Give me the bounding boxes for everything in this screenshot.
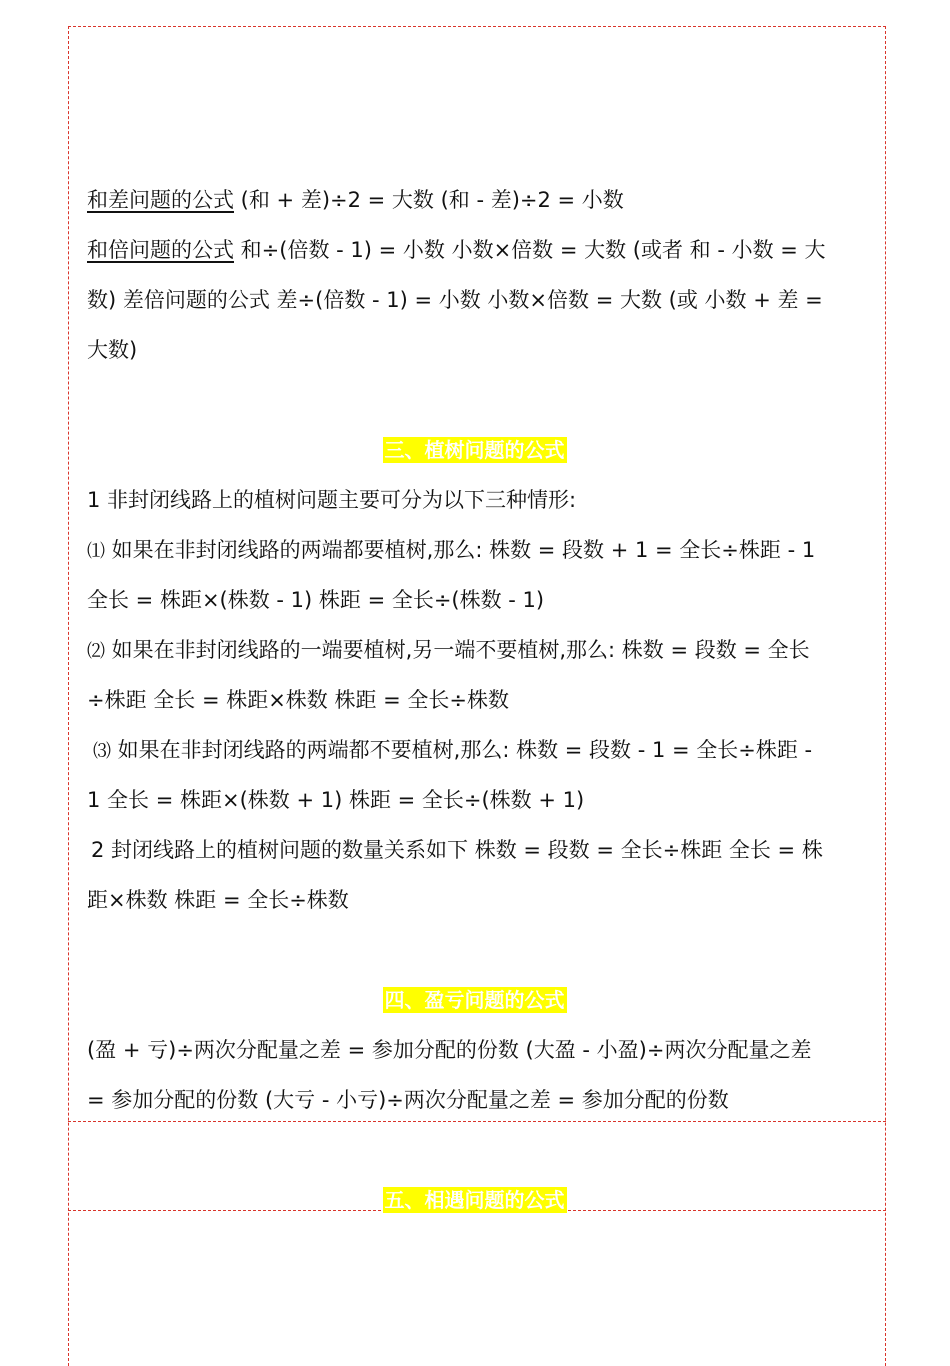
case3-marker: ⑶ — [93, 741, 111, 762]
case3-text: 如果在非封闭线路的两端都不要植树,那么: 株数 = 段数 - 1 = 全长÷株距 - — [111, 738, 813, 762]
meeting-heading-wrap — [87, 1175, 862, 1225]
sum-multiple-formula-text: 和÷(倍数 - 1) = 小数 小数×倍数 = 大数 (或者 和 - 小数 = 大 — [234, 238, 826, 262]
document-content — [87, 175, 862, 1225]
tree-closed-line1: 2 封闭线路上的植树问题的数量关系如下 株数 = 段数 = 全长÷株距 全长 = 株 — [91, 838, 823, 862]
case1-text: 如果在非封闭线路的两端都要植树,那么: 株数 = 段数 + 1 = 全长÷株距 - 1 — [105, 538, 816, 562]
sum-multiple-formula-line — [87, 225, 862, 275]
tree-closed-line2: 距×株数 株距 = 全长÷株数 — [87, 888, 349, 912]
profit-loss-heading-wrap — [87, 975, 862, 1025]
sum-difference-formula-text: (和 + 差)÷2 = 大数 (和 - 差)÷2 = 小数 — [234, 188, 624, 212]
tree-case1-line2: 全长 = 株距×(株数 - 1) 株距 = 全长÷(株数 - 1) — [87, 588, 545, 612]
profit-loss-line1: (盈 + 亏)÷两次分配量之差 = 参加分配的份数 (大盈 - 小盈)÷两次分配量之差 — [87, 1038, 812, 1062]
sum-difference-formula-line — [87, 175, 862, 225]
tree-case2-line2: ÷株距 全长 = 株距×株数 株距 = 全长÷株数 — [87, 688, 510, 712]
profit-loss-heading: 四、盈亏问题的公式 — [384, 988, 565, 1012]
difference-multiple-formula-line: 数) 差倍问题的公式 差÷(倍数 - 1) = 小数 小数×倍数 = 大数 (或 小数 + 差 = — [87, 288, 823, 312]
case2-text: 如果在非封闭线路的一端要植树,另一端不要植树,那么: 株数 = 段数 = 全长 — [105, 638, 810, 662]
meeting-heading: 五、相遇问题的公式 — [384, 1188, 565, 1212]
tree-case1-line1 — [87, 525, 862, 575]
tree-planting-intro: 1 非封闭线路上的植树问题主要可分为以下三种情形: — [87, 488, 577, 512]
profit-loss-line2: = 参加分配的份数 (大亏 - 小亏)÷两次分配量之差 = 参加分配的份数 — [87, 1088, 729, 1112]
tree-case2-line1 — [87, 625, 862, 675]
tree-case3-line2: 1 全长 = 株距×(株数 + 1) 株距 = 全长÷(株数 + 1) — [87, 788, 585, 812]
sum-difference-formula-title: 和差问题的公式 — [87, 188, 234, 212]
case2-marker: ⑵ — [87, 641, 105, 662]
tree-case3-line1 — [87, 725, 862, 775]
difference-multiple-formula-end: 大数) — [87, 338, 138, 362]
case1-marker: ⑴ — [87, 541, 105, 562]
sum-multiple-formula-title: 和倍问题的公式 — [87, 238, 234, 262]
tree-planting-heading-wrap — [87, 425, 862, 475]
tree-planting-heading: 三、植树问题的公式 — [384, 438, 565, 462]
